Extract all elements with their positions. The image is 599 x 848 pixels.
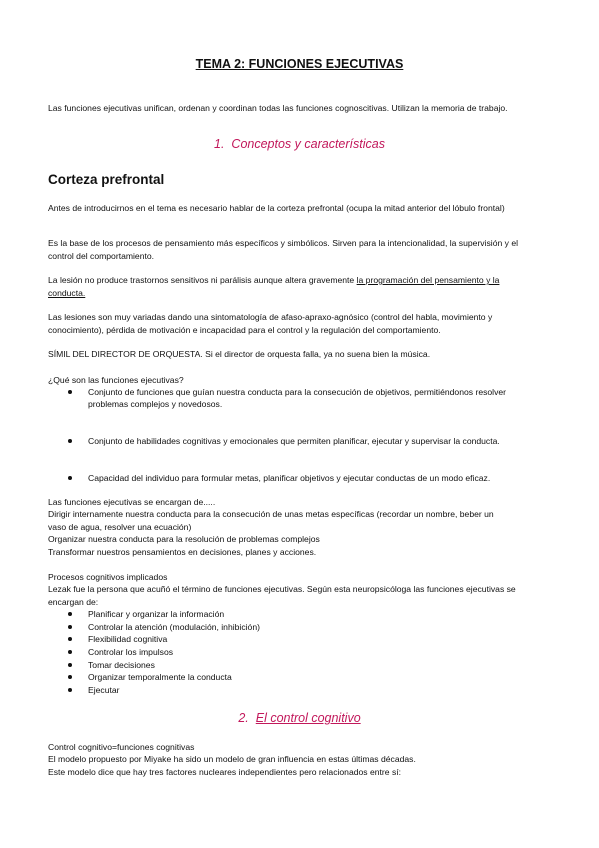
procesos-item-text: Organizar temporalmente la conducta bbox=[88, 672, 232, 683]
bullet-dot bbox=[68, 688, 72, 692]
bullet-item-3-line-1: Capacidad del individuo para formular metas, planificar objetivos y ejecutar conductas de un modo eficaz. bbox=[88, 473, 491, 483]
procesos-list-item bbox=[88, 608, 260, 621]
control-line-3: Este modelo dice que hay tres factores nucleares independientes pero relacionados entre sí: bbox=[48, 767, 402, 777]
bullet-dot bbox=[68, 650, 72, 654]
encargan-heading: Las funciones ejecutivas se encargan de..... bbox=[48, 497, 216, 507]
bullet-item-2-line-1: Conjunto de habilidades cognitivas y emocionales que permiten planificar, ejecutar y supervisar la conducta. bbox=[88, 436, 500, 446]
bullet-item-3 bbox=[88, 472, 490, 484]
intro-paragraph: Las funciones ejecutivas unifican, ordenan y coordinan todas las funciones cognoscitivas. Utilizan la memoria de trabajo. bbox=[48, 103, 508, 113]
control-line-1: Control cognitivo=funciones cognitivas bbox=[48, 742, 195, 752]
bullet-item-1-line-2: problemas complejos y novedosos. bbox=[88, 399, 223, 410]
paragraph-simil: SÍMIL DEL DIRECTOR DE ORQUESTA. Si el director de orquesta falla, ya no suena bien la música. bbox=[48, 349, 431, 359]
bullet-item-1-line-1: Conjunto de funciones que guían nuestra conducta para la consecución de objetivos, permitiéndonos resolver bbox=[88, 387, 507, 397]
paragraph-lesion-line-2: conducta. bbox=[48, 288, 86, 298]
procesos-list-item bbox=[88, 633, 260, 646]
procesos-item-text: Controlar los impulsos bbox=[88, 647, 174, 658]
bullet-dot bbox=[68, 663, 72, 667]
procesos-paragraph-line-1: Lezak fue la persona que acuñó el término de funciones ejecutivas. Según esta neuropsicóloga las funciones ejecutivas se bbox=[48, 584, 516, 594]
paragraph-lesiones-line-1: Las lesiones son muy variadas dando una sintomatología de afaso-apraxo-agnósico (control del habla, movimiento y bbox=[48, 312, 493, 322]
document-title: TEMA 2: FUNCIONES EJECUTIVAS bbox=[195, 57, 404, 71]
paragraph-base-line-1: Es la base de los procesos de pensamiento más específicos y simbólicos. Sirven para la intencionalidad, la supervisión y el bbox=[48, 238, 519, 248]
procesos-list-item bbox=[88, 646, 260, 659]
procesos-paragraph-line-2: encargan de: bbox=[48, 597, 99, 607]
lesion-underlined: la programación del pensamiento y la bbox=[356, 275, 500, 285]
encargan-line-3: Organizar nuestra conducta para la resolución de problemas complejos bbox=[48, 534, 320, 544]
section-1-heading bbox=[0, 137, 599, 151]
paragraph-base-line-2: control del comportamiento. bbox=[48, 251, 155, 261]
question-que-son: ¿Qué son las funciones ejecutivas? bbox=[48, 375, 184, 385]
bullet-dot bbox=[68, 637, 72, 641]
paragraph-antes: Antes de introducirnos en el tema es necesario hablar de la corteza prefrontal (ocupa la mitad anterior del lóbulo frontal) bbox=[48, 203, 505, 213]
lesion-text: La lesión no produce trastornos sensitivos ni parálisis aunque altera gravemente bbox=[48, 275, 357, 285]
bullet-item-2 bbox=[88, 435, 500, 447]
procesos-list-item bbox=[88, 684, 260, 697]
procesos-list-item bbox=[88, 621, 260, 634]
bullet-dot bbox=[68, 390, 72, 394]
bullet-dot bbox=[68, 476, 72, 480]
procesos-item-text: Controlar la atención (modulación, inhibición) bbox=[88, 621, 260, 632]
bullet-dot bbox=[68, 612, 72, 616]
section-2-title: El control cognitivo bbox=[255, 711, 361, 725]
procesos-list-item bbox=[88, 671, 260, 684]
procesos-item-text: Ejecutar bbox=[88, 685, 120, 696]
paragraph-lesion-line-1 bbox=[48, 274, 499, 286]
section-2-heading bbox=[0, 711, 599, 725]
section-1-title: Conceptos y características bbox=[231, 137, 385, 151]
section-2-number: 2. bbox=[238, 711, 249, 725]
paragraph-lesiones-line-2: conocimiento), pérdida de motivación e incapacidad para el control y la regulación del comportamiento. bbox=[48, 325, 441, 335]
procesos-item-text: Tomar decisiones bbox=[88, 659, 155, 670]
procesos-heading: Procesos cognitivos implicados bbox=[48, 572, 168, 582]
encargan-line-2: vaso de agua, resolver una ecuación) bbox=[48, 522, 192, 532]
procesos-list bbox=[88, 608, 260, 697]
bullet-dot bbox=[68, 439, 72, 443]
heading-corteza-prefrontal: Corteza prefrontal bbox=[48, 172, 165, 187]
procesos-item-text: Planificar y organizar la información bbox=[88, 609, 225, 619]
procesos-item-text: Flexibilidad cognitiva bbox=[88, 634, 168, 645]
encargan-line-1: Dirigir internamente nuestra conducta para la consecución de unas metas específicas (recordar un nombre, beber un bbox=[48, 509, 494, 519]
encargan-line-4: Transformar nuestros pensamientos en decisiones, planes y acciones. bbox=[48, 547, 317, 557]
bullet-dot bbox=[68, 675, 72, 679]
section-1-number: 1. bbox=[214, 137, 225, 151]
bullet-dot bbox=[68, 625, 72, 629]
bullet-item-1 bbox=[88, 386, 506, 411]
control-line-2: El modelo propuesto por Miyake ha sido un modelo de gran influencia en estas últimas décadas. bbox=[48, 754, 416, 764]
procesos-list-item bbox=[88, 659, 260, 672]
